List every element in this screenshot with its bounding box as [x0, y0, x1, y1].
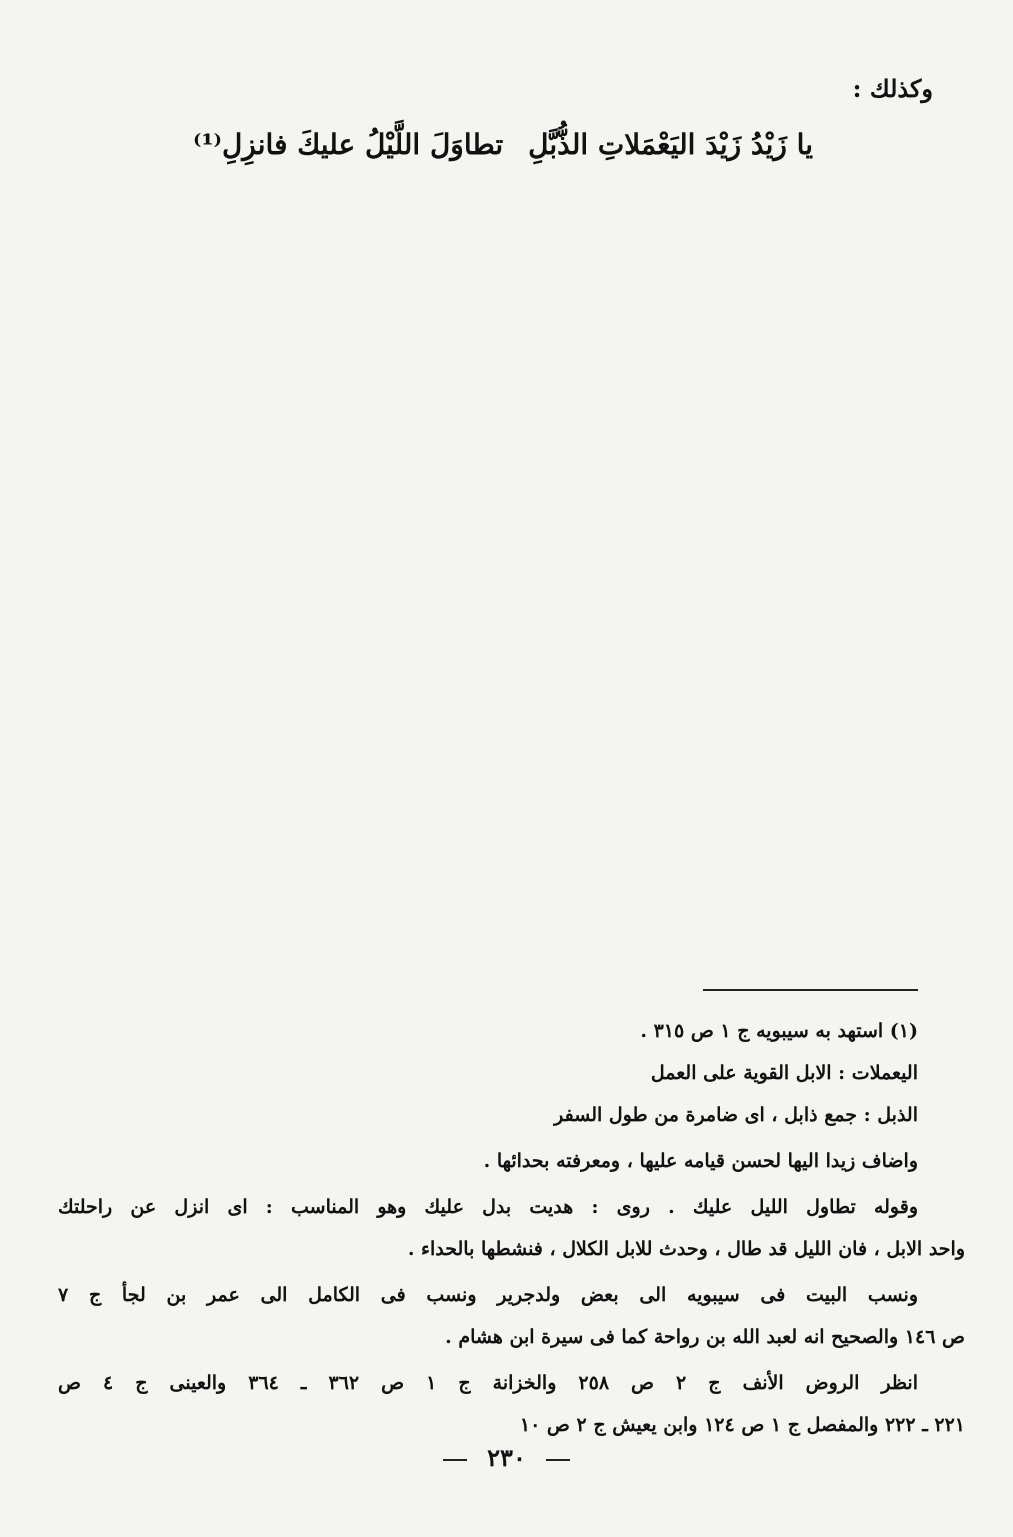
footnote-line: واحد الابل ، فان الليل قد طال ، وحدث للابل الكلال ، فنشطها بالحداء . [407, 1238, 965, 1260]
page-number-dash-left [443, 1459, 467, 1461]
footnote-line: ٢٢١ ـ ٢٢٢ والمفصل ج ١ ص ١٢٤ وابن يعيش ج ٢ ص ١٠ [519, 1414, 965, 1436]
footnote-line: وقوله تطاول الليل عليك . روى : هديت بدل عليك وهو المناسب : اى انزل عن راحلتك [58, 1196, 918, 1218]
footnote-line: (١) استهد به سيبويه ج ١ ص ٣١٥ . [640, 1020, 918, 1042]
footnote-line: ص ١٤٦ والصحيح انه لعبد الله بن رواحة كما فى سيرة ابن هشام . [445, 1326, 965, 1348]
verse-second-hemistich: تطاوَلَ اللَّيْلُ عليكَ فانزِلِ⁽¹⁾ [193, 128, 504, 161]
page-number-dash-right [546, 1459, 570, 1461]
footnotes [58, 1010, 965, 1446]
footnote-line: الذبل : جمع ذابل ، اى ضامرة من طول السفر [554, 1104, 918, 1126]
poetry-verse [193, 128, 813, 178]
intro-text: وكذلك : [852, 74, 933, 103]
page-number-value: ٢٣٠ [487, 1443, 526, 1472]
footnote-line: ونسب البيت فى سيبويه الى بعض ولدجرير ونسب فى الكامل الى عمر بن لجأ ج ٧ [58, 1284, 918, 1306]
verse-first-hemistich: يا زَيْدُ زَيْدَ اليَعْمَلاتِ الذُّبَّلِ [528, 128, 813, 161]
footnote-line: واضاف زيدا اليها لحسن قيامه عليها ، ومعرفته بحدائها . [483, 1150, 918, 1172]
footnote-line: اليعملات : الابل القوية على العمل [650, 1062, 918, 1084]
page-number [0, 1443, 1013, 1472]
footnote-separator [703, 989, 918, 991]
footnote-line: انظر الروض الأنف ج ٢ ص ٢٥٨ والخزانة ج ١ ص ٣٦٢ ـ ٣٦٤ والعينى ج ٤ ص [58, 1372, 918, 1394]
